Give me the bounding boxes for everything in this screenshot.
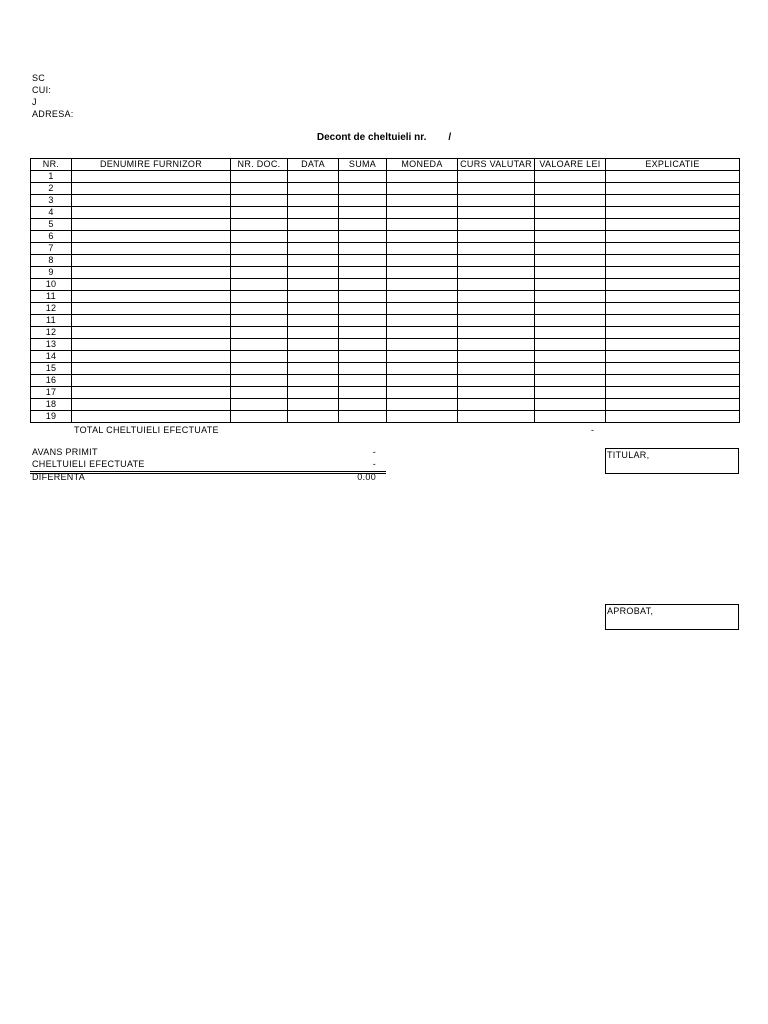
table-cell — [535, 303, 606, 315]
table-cell — [606, 315, 740, 327]
table-body — [31, 171, 740, 423]
row-number: 11 — [31, 315, 72, 327]
aprobat-signature-box — [605, 604, 739, 630]
table-cell — [458, 411, 535, 423]
table-cell — [458, 387, 535, 399]
table-cell — [339, 375, 387, 387]
document-title — [0, 132, 768, 143]
avans-value: - — [372, 447, 376, 457]
table-cell — [606, 363, 740, 375]
table-cell — [72, 171, 231, 183]
table-cell — [606, 171, 740, 183]
table-cell — [458, 279, 535, 291]
col-header-suma: SUMA — [339, 159, 387, 171]
row-number: 14 — [31, 351, 72, 363]
table-cell — [72, 207, 231, 219]
table-cell — [288, 207, 339, 219]
table-cell — [458, 255, 535, 267]
table-cell — [387, 243, 458, 255]
table-cell — [606, 387, 740, 399]
table-cell — [606, 375, 740, 387]
table-cell — [288, 219, 339, 231]
table-cell — [231, 255, 288, 267]
diferenta-label: DIFERENTA — [32, 472, 86, 482]
table-cell — [535, 195, 606, 207]
table-cell — [387, 207, 458, 219]
table-cell — [458, 315, 535, 327]
table-cell — [231, 207, 288, 219]
table-cell — [458, 243, 535, 255]
row-number: 18 — [31, 399, 72, 411]
table-cell — [72, 363, 231, 375]
table-cell — [535, 291, 606, 303]
table-cell — [458, 183, 535, 195]
table-row — [31, 339, 740, 351]
company-header — [32, 72, 74, 120]
table-cell — [288, 195, 339, 207]
table-cell — [458, 375, 535, 387]
table-header-row — [31, 159, 740, 171]
table-cell — [535, 255, 606, 267]
table-cell — [339, 243, 387, 255]
row-number: 6 — [31, 231, 72, 243]
col-header-moneda: MONEDA — [387, 159, 458, 171]
table-cell — [231, 243, 288, 255]
table-cell — [231, 327, 288, 339]
table-cell — [72, 339, 231, 351]
row-number: 9 — [31, 267, 72, 279]
table-cell — [458, 195, 535, 207]
table-cell — [72, 279, 231, 291]
row-number: 8 — [31, 255, 72, 267]
table-cell — [288, 387, 339, 399]
table-cell — [606, 267, 740, 279]
table-cell — [606, 231, 740, 243]
table-cell — [339, 363, 387, 375]
diferenta-row — [30, 471, 386, 483]
table-cell — [288, 303, 339, 315]
table-cell — [72, 255, 231, 267]
cheltuieli-value: - — [372, 459, 376, 469]
table-cell — [288, 231, 339, 243]
table-cell — [288, 291, 339, 303]
table-row — [31, 207, 740, 219]
table-cell — [387, 375, 458, 387]
row-number: 19 — [31, 411, 72, 423]
table-cell — [72, 291, 231, 303]
table-cell — [72, 303, 231, 315]
table-cell — [535, 267, 606, 279]
table-cell — [535, 363, 606, 375]
table-row — [31, 243, 740, 255]
table-cell — [339, 339, 387, 351]
table-cell — [231, 339, 288, 351]
col-header-nr-doc: NR. DOC. — [231, 159, 288, 171]
table-cell — [387, 291, 458, 303]
table-cell — [231, 183, 288, 195]
table-cell — [288, 267, 339, 279]
table-cell — [387, 387, 458, 399]
table-cell — [387, 315, 458, 327]
table-row — [31, 363, 740, 375]
table-row — [31, 255, 740, 267]
table-cell — [288, 351, 339, 363]
table-cell — [535, 399, 606, 411]
avans-row — [30, 446, 386, 458]
table-cell — [288, 375, 339, 387]
table-cell — [339, 255, 387, 267]
table-cell — [387, 255, 458, 267]
diferenta-value: 0.00 — [357, 472, 376, 482]
table-row — [31, 315, 740, 327]
table-cell — [458, 231, 535, 243]
titular-signature-box — [605, 448, 739, 474]
table-cell — [72, 183, 231, 195]
table-cell — [339, 291, 387, 303]
table-cell — [458, 339, 535, 351]
row-number: 11 — [31, 291, 72, 303]
table-cell — [606, 207, 740, 219]
row-number: 15 — [31, 363, 72, 375]
table-cell — [606, 327, 740, 339]
table-cell — [339, 279, 387, 291]
table-cell — [606, 279, 740, 291]
table-cell — [535, 315, 606, 327]
table-cell — [606, 291, 740, 303]
table-cell — [458, 207, 535, 219]
table-cell — [231, 411, 288, 423]
table-cell — [231, 351, 288, 363]
row-number: 2 — [31, 183, 72, 195]
table-cell — [387, 231, 458, 243]
table-row — [31, 171, 740, 183]
table-cell — [288, 183, 339, 195]
table-cell — [288, 363, 339, 375]
table-cell — [339, 207, 387, 219]
table-cell — [231, 363, 288, 375]
table-row — [31, 387, 740, 399]
table-cell — [288, 327, 339, 339]
summary-block — [30, 446, 386, 483]
table-cell — [387, 411, 458, 423]
table-cell — [231, 195, 288, 207]
j-label: J — [32, 97, 37, 107]
table-cell — [288, 411, 339, 423]
table-cell — [387, 183, 458, 195]
table-cell — [231, 219, 288, 231]
table-cell — [288, 171, 339, 183]
table-cell — [387, 339, 458, 351]
table-cell — [72, 399, 231, 411]
total-value: - — [591, 425, 595, 435]
table-row — [31, 351, 740, 363]
table-cell — [339, 387, 387, 399]
row-number: 12 — [31, 303, 72, 315]
table-cell — [387, 267, 458, 279]
table-cell — [72, 195, 231, 207]
table-cell — [606, 183, 740, 195]
col-header-furnizor: DENUMIRE FURNIZOR — [72, 159, 231, 171]
table-cell — [535, 219, 606, 231]
row-number: 13 — [31, 339, 72, 351]
table-cell — [72, 411, 231, 423]
table-cell — [606, 219, 740, 231]
table-row — [31, 375, 740, 387]
col-header-valoare: VALOARE LEI — [535, 159, 606, 171]
table-cell — [606, 195, 740, 207]
table-cell — [535, 411, 606, 423]
table-row — [31, 279, 740, 291]
row-number: 5 — [31, 219, 72, 231]
col-header-nr: NR. — [31, 159, 72, 171]
table-cell — [606, 411, 740, 423]
table-row — [31, 303, 740, 315]
table-cell — [535, 183, 606, 195]
total-label: TOTAL CHELTUIELI EFECTUATE — [74, 425, 219, 435]
table-row — [31, 183, 740, 195]
table-cell — [339, 351, 387, 363]
table-row — [31, 231, 740, 243]
table-row — [31, 267, 740, 279]
table-cell — [387, 219, 458, 231]
table-cell — [339, 399, 387, 411]
table-cell — [72, 243, 231, 255]
expenses-table — [30, 158, 740, 423]
table-cell — [387, 195, 458, 207]
table-cell — [535, 279, 606, 291]
table-cell — [339, 267, 387, 279]
table-cell — [72, 327, 231, 339]
table-cell — [72, 315, 231, 327]
adresa-label: ADRESA: — [32, 109, 74, 119]
table-cell — [606, 255, 740, 267]
table-row — [31, 195, 740, 207]
table-cell — [339, 183, 387, 195]
row-number: 4 — [31, 207, 72, 219]
table-cell — [339, 303, 387, 315]
row-number: 16 — [31, 375, 72, 387]
table-cell — [288, 315, 339, 327]
table-cell — [231, 303, 288, 315]
table-row — [31, 219, 740, 231]
title-slash: / — [448, 132, 452, 143]
col-header-data: DATA — [288, 159, 339, 171]
table-cell — [231, 375, 288, 387]
table-cell — [458, 351, 535, 363]
row-number: 1 — [31, 171, 72, 183]
cui-label: CUI: — [32, 85, 52, 95]
table-cell — [535, 171, 606, 183]
titular-label: TITULAR, — [607, 450, 650, 460]
table-cell — [231, 279, 288, 291]
table-cell — [606, 351, 740, 363]
table-cell — [72, 387, 231, 399]
table-cell — [339, 411, 387, 423]
table-cell — [72, 231, 231, 243]
table-cell — [387, 327, 458, 339]
table-cell — [72, 351, 231, 363]
table-cell — [535, 231, 606, 243]
table-row — [31, 291, 740, 303]
table-cell — [458, 303, 535, 315]
table-cell — [72, 267, 231, 279]
table-row — [31, 327, 740, 339]
table-cell — [535, 207, 606, 219]
table-cell — [535, 243, 606, 255]
row-number: 12 — [31, 327, 72, 339]
col-header-curs: CURS VALUTAR — [458, 159, 535, 171]
table-cell — [288, 279, 339, 291]
row-number: 7 — [31, 243, 72, 255]
table-cell — [535, 339, 606, 351]
total-row — [30, 424, 739, 436]
table-cell — [231, 231, 288, 243]
table-cell — [231, 315, 288, 327]
table-cell — [458, 291, 535, 303]
table-cell — [535, 327, 606, 339]
cheltuieli-row — [30, 458, 386, 470]
cheltuieli-label: CHELTUIELI EFECTUATE — [32, 459, 145, 469]
table-cell — [231, 387, 288, 399]
table-cell — [339, 231, 387, 243]
table-cell — [458, 327, 535, 339]
table-cell — [339, 327, 387, 339]
table-cell — [387, 303, 458, 315]
title-text: Decont de cheltuieli nr. — [316, 132, 427, 143]
table-cell — [458, 219, 535, 231]
table-cell — [231, 291, 288, 303]
table-cell — [231, 267, 288, 279]
table-cell — [72, 375, 231, 387]
table-cell — [72, 219, 231, 231]
table-cell — [458, 267, 535, 279]
table-cell — [535, 351, 606, 363]
table-cell — [535, 375, 606, 387]
table-cell — [458, 399, 535, 411]
table-cell — [288, 243, 339, 255]
row-number: 17 — [31, 387, 72, 399]
table-cell — [339, 195, 387, 207]
table-cell — [606, 243, 740, 255]
table-cell — [339, 171, 387, 183]
table-cell — [387, 171, 458, 183]
table-cell — [606, 303, 740, 315]
table-cell — [339, 315, 387, 327]
table-cell — [387, 351, 458, 363]
table-row — [31, 411, 740, 423]
table-cell — [606, 339, 740, 351]
table-cell — [231, 171, 288, 183]
table-cell — [288, 399, 339, 411]
table-cell — [387, 279, 458, 291]
table-cell — [387, 363, 458, 375]
row-number: 3 — [31, 195, 72, 207]
col-header-explicatie: EXPLICATIE — [606, 159, 740, 171]
table-cell — [231, 399, 288, 411]
table-cell — [288, 255, 339, 267]
table-cell — [606, 399, 740, 411]
aprobat-label: APROBAT, — [607, 606, 654, 616]
table-cell — [458, 363, 535, 375]
table-cell — [535, 387, 606, 399]
avans-label: AVANS PRIMIT — [32, 447, 98, 457]
table-row — [31, 399, 740, 411]
table-cell — [339, 219, 387, 231]
table-cell — [458, 171, 535, 183]
sc-label: SC — [32, 73, 46, 83]
row-number: 10 — [31, 279, 72, 291]
table-cell — [387, 399, 458, 411]
table-cell — [288, 339, 339, 351]
